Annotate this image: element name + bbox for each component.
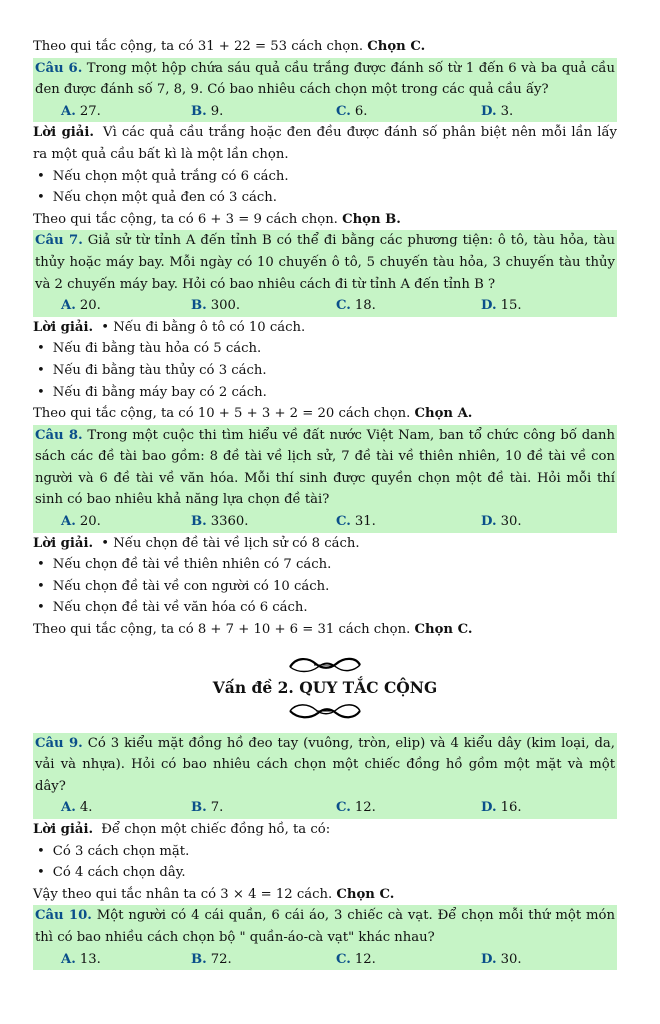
solution-8: [33, 533, 617, 555]
solution-text: Vì các quả cầu trắng hoặc đen đều được đánh số phân biệt nên mỗi lần lấy ra một quả cầu bất kì là một lần chọn.: [33, 125, 618, 162]
question-8-choices: [35, 511, 615, 533]
choice-a: A. 4.: [61, 800, 93, 816]
solution-6: [33, 122, 617, 165]
choice-d: D. 30.: [481, 951, 522, 967]
solution-text: • Nếu chọn đề tài về lịch sử có 8 cách.: [101, 535, 360, 551]
choice-c: C. 31.: [336, 514, 376, 530]
question-9-text: Có 3 kiểu mặt đồng hồ đeo tay (vuông, tròn, elip) và 4 kiểu dây (kim loại, da, vải và nhựa). Hỏi có bao nhiêu cách chọn một chiếc đồng hồ gồm một mặt và một dây?: [35, 735, 615, 794]
choice-b: B. 3360.: [191, 514, 249, 530]
question-9-label: Câu 9.: [35, 735, 83, 751]
choice-d: D. 15.: [481, 298, 522, 314]
question-6: [33, 58, 617, 123]
choice-d: D. 3.: [481, 103, 514, 119]
intro-line: [33, 36, 617, 58]
question-7: [33, 230, 617, 316]
question-9: [33, 733, 617, 819]
question-9-choices: [35, 797, 615, 819]
choice-b: B. 7.: [191, 800, 224, 816]
question-6-choices: [35, 101, 615, 123]
question-9-stem: [35, 733, 615, 798]
conclusion-text: Theo qui tắc cộng, ta có 6 + 3 = 9 cách chọn.: [33, 211, 338, 227]
choice-c: C. 18.: [336, 298, 376, 314]
question-8-text: Trong một cuộc thi tìm hiểu về đất nước Việt Nam, ban tổ chức công bố danh sách các đề tài bao gồm: 8 đề tài về lịch sử, 7 đề tài về thiên nhiên, 10 đề tài về con người và 6 đề tài về văn hóa. Mỗi thí sinh được quyền chọn một đề tài. Hỏi mỗi thí sinh có bao nhiêu khả năng lựa chọn đề tài?: [35, 427, 615, 508]
question-10-stem: [35, 905, 615, 948]
solution-label: Lời giải.: [33, 125, 94, 141]
question-10-choices: [35, 949, 615, 971]
solution-9-conclusion: [33, 884, 617, 906]
conclusion-text: Theo qui tắc cộng, ta có 8 + 7 + 10 + 6 = 31 cách chọn.: [33, 622, 411, 638]
bullet-item: • Nếu chọn đề tài về thiên nhiên có 7 cách.: [33, 554, 617, 576]
answer-text: Chọn C.: [336, 886, 395, 902]
section-title: Vấn đề 2. QUY TẮC CỘNG: [212, 677, 438, 697]
question-7-text: Giả sử từ tỉnh A đến tỉnh B có thể đi bằng các phương tiện: ô tô, tàu hỏa, tàu thủy hoặc máy bay. Mỗi ngày có 10 chuyến ô tô, 5 chuyến tàu hỏa, 3 chuyến tàu thủy và 2 chuyến máy bay. Hỏi có bao nhiêu cách đi từ tỉnh A đến tỉnh B ?: [35, 233, 616, 292]
intro-text: Theo qui tắc cộng, ta có 31 + 22 = 53 cách chọn.: [33, 39, 364, 54]
document-page: [33, 36, 617, 970]
question-10: [33, 905, 617, 970]
answer-text: Chọn B.: [342, 211, 401, 227]
question-6-text: Trong một hộp chứa sáu quả cầu trắng được đánh số từ 1 đến 6 và ba quả cầu đen được đánh số 7, 8, 9. Có bao nhiêu cách chọn một trong các quả cầu ấy?: [35, 60, 615, 98]
solution-label: Lời giải.: [33, 319, 94, 335]
question-6-stem: [35, 58, 615, 101]
question-7-choices: [35, 295, 615, 317]
choice-c: C. 12.: [336, 951, 376, 967]
bullet-item: • Nếu chọn một quả trắng có 6 cách.: [33, 166, 617, 188]
question-7-stem: [35, 230, 615, 295]
conclusion-text: Vậy theo qui tắc nhân ta có 3 × 4 = 12 cách.: [33, 886, 333, 902]
choice-d: D. 16.: [481, 800, 522, 816]
choice-a: A. 20.: [61, 514, 101, 530]
choice-b: B. 300.: [191, 298, 241, 314]
bullet-item: • Nếu đi bằng tàu hỏa có 5 cách.: [33, 338, 617, 360]
bullet-item: • Nếu đi bằng tàu thủy có 3 cách.: [33, 360, 617, 382]
choice-a: A. 13.: [61, 951, 101, 967]
bullet-item: • Nếu đi bằng máy bay có 2 cách.: [33, 382, 617, 404]
solution-text: • Nếu đi bằng ô tô có 10 cách.: [101, 319, 306, 335]
bullet-item: • Nếu chọn đề tài về con người có 10 cách.: [33, 576, 617, 598]
bullet-item: • Nếu chọn đề tài về văn hóa có 6 cách.: [33, 597, 617, 619]
choice-c: C. 6.: [336, 103, 368, 119]
choice-a: A. 27.: [61, 103, 101, 119]
solution-8-conclusion: [33, 619, 617, 641]
choice-c: C. 12.: [336, 800, 376, 816]
choice-d: D. 30.: [481, 514, 522, 530]
ornament-bottom-icon: [286, 701, 364, 721]
answer-text: Chọn C.: [414, 622, 473, 638]
bullet-item: • Nếu chọn một quả đen có 3 cách.: [33, 187, 617, 209]
solution-label: Lời giải.: [33, 535, 94, 551]
solution-text: Để chọn một chiếc đồng hồ, ta có:: [101, 822, 331, 837]
question-7-label: Câu 7.: [35, 233, 83, 249]
ornament-top-icon: [286, 655, 364, 675]
question-10-text: Một người có 4 cái quần, 6 cái áo, 3 chiếc cà vạt. Để chọn mỗi thứ một món thì có bao nhiều cách chọn bộ " quần-áo-cà vạt" khác nhau?: [35, 908, 615, 945]
section-heading: [33, 655, 617, 721]
choice-a: A. 20.: [61, 298, 101, 314]
choice-b: B. 72.: [191, 951, 232, 967]
conclusion-text: Theo qui tắc cộng, ta có 10 + 5 + 3 + 2 = 20 cách chọn.: [33, 406, 411, 422]
solution-7-conclusion: [33, 403, 617, 425]
solution-6-conclusion: [33, 209, 617, 231]
question-10-label: Câu 10.: [35, 908, 92, 924]
solution-label: Lời giải.: [33, 822, 94, 837]
answer-text: Chọn A.: [414, 406, 473, 422]
solution-9: [33, 819, 617, 841]
question-8-stem: [35, 425, 615, 511]
solution-7: [33, 317, 617, 339]
choice-b: B. 9.: [191, 103, 224, 119]
question-6-label: Câu 6.: [35, 60, 83, 76]
question-8-label: Câu 8.: [35, 427, 83, 443]
intro-answer: Chọn C.: [367, 39, 426, 54]
bullet-item: • Có 4 cách chọn dây.: [33, 862, 617, 884]
question-8: [33, 425, 617, 533]
bullet-item: • Có 3 cách chọn mặt.: [33, 841, 617, 863]
